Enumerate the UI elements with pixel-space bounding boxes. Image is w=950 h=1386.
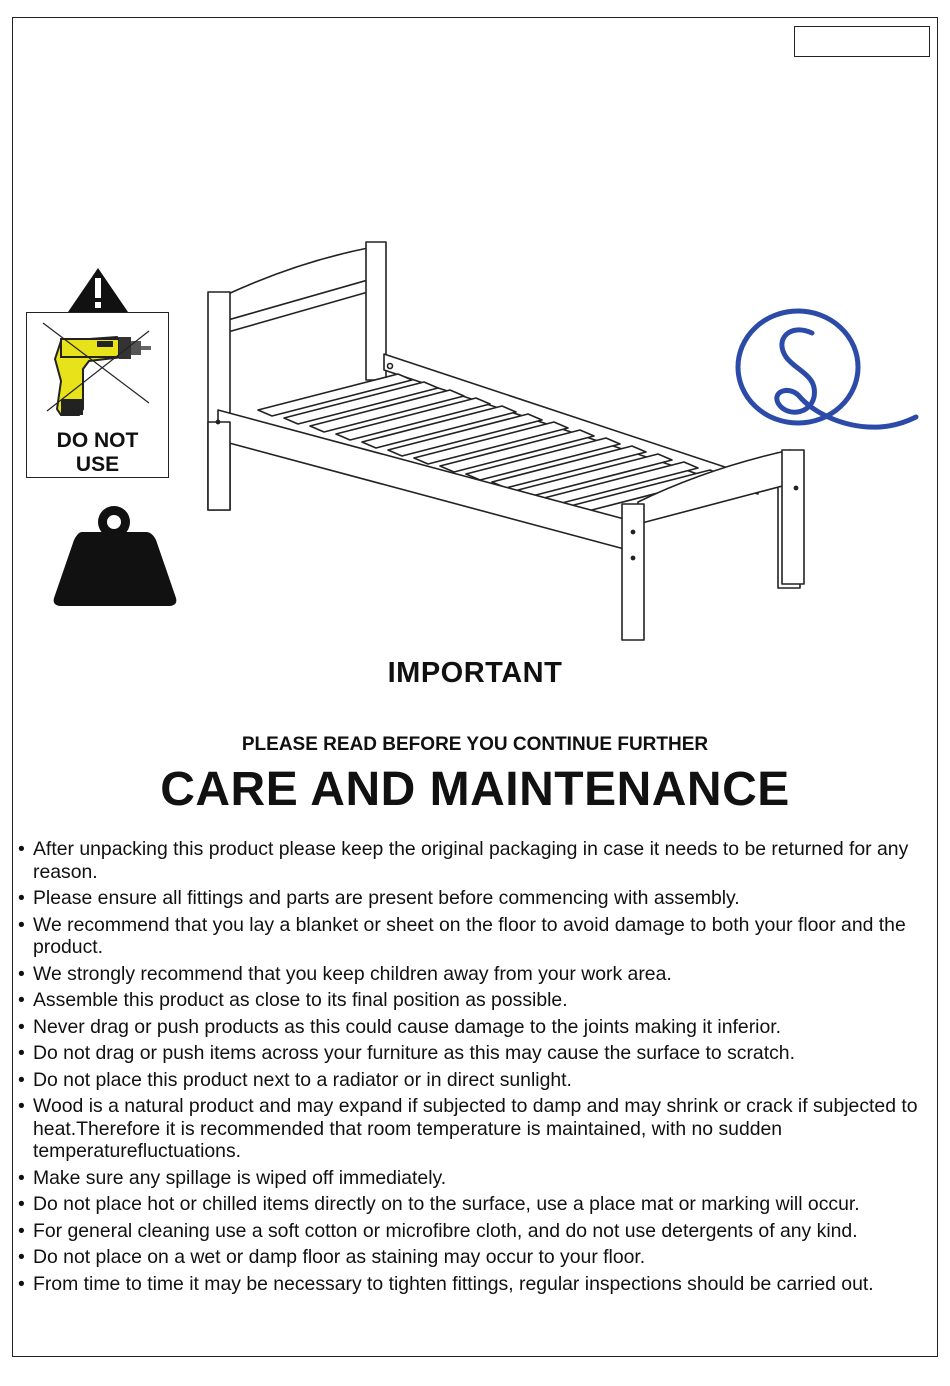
do-not-use-drill-panel: [26, 312, 169, 478]
do-not-use-line1: DO NOT: [56, 429, 139, 452]
important-heading: IMPORTANT: [387, 657, 563, 689]
product-code-box: [794, 26, 930, 57]
do-not-use-line2: USE: [75, 453, 120, 476]
list-item: • Do not place on a wet or damp floor as staining may occur to your floor.: [18, 1246, 938, 1269]
list-item: • Please ensure all fittings and parts are present before commencing with assembly.: [18, 887, 938, 910]
power-drill-icon: [39, 319, 157, 421]
list-item: • We strongly recommend that you keep children away from your work area.: [18, 963, 938, 986]
list-item: • Do not place this product next to a radiator or in direct sunlight.: [18, 1069, 938, 1092]
warning-triangle-icon: [66, 266, 130, 314]
list-item: • Assemble this product as close to its final position as possible.: [18, 989, 938, 1012]
list-item: • Never drag or push products as this could cause damage to the joints making it inferior.: [18, 1016, 938, 1039]
care-rules-list: [18, 838, 938, 1299]
brand-logo: [730, 305, 925, 440]
do-not-use-label: [27, 429, 168, 477]
list-item: • From time to time it may be necessary to tighten fittings, regular inspections should be carried out.: [18, 1273, 938, 1296]
list-item: • For general cleaning use a soft cotton or microfibre cloth, and do not use detergents of any kind.: [18, 1220, 938, 1243]
bed-frame-illustration: [198, 232, 818, 644]
weight-icon: [52, 502, 178, 606]
list-item: • After unpacking this product please keep the original packaging in case it needs to be returned for any reason.: [18, 838, 938, 883]
list-item: • Wood is a natural product and may expand if subjected to damp and may shrink or crack if subjected to heat.Therefore it is recommended that room temperature is maintained, with no sudden temperaturefluctuations.: [18, 1095, 938, 1163]
read-before-subheading: PLEASE READ BEFORE YOU CONTINUE FURTHER: [241, 734, 709, 755]
list-item: • We recommend that you lay a blanket or sheet on the floor to avoid damage to both your floor and the product.: [18, 914, 938, 959]
list-item: • Do not place hot or chilled items directly on to the surface, use a place mat or marking will occur.: [18, 1193, 938, 1216]
care-maintenance-title: CARE AND MAINTENANCE: [160, 763, 790, 816]
list-item: • Do not drag or push items across your furniture as this may cause the surface to scratch.: [18, 1042, 938, 1065]
list-item: • Make sure any spillage is wiped off immediately.: [18, 1167, 938, 1190]
